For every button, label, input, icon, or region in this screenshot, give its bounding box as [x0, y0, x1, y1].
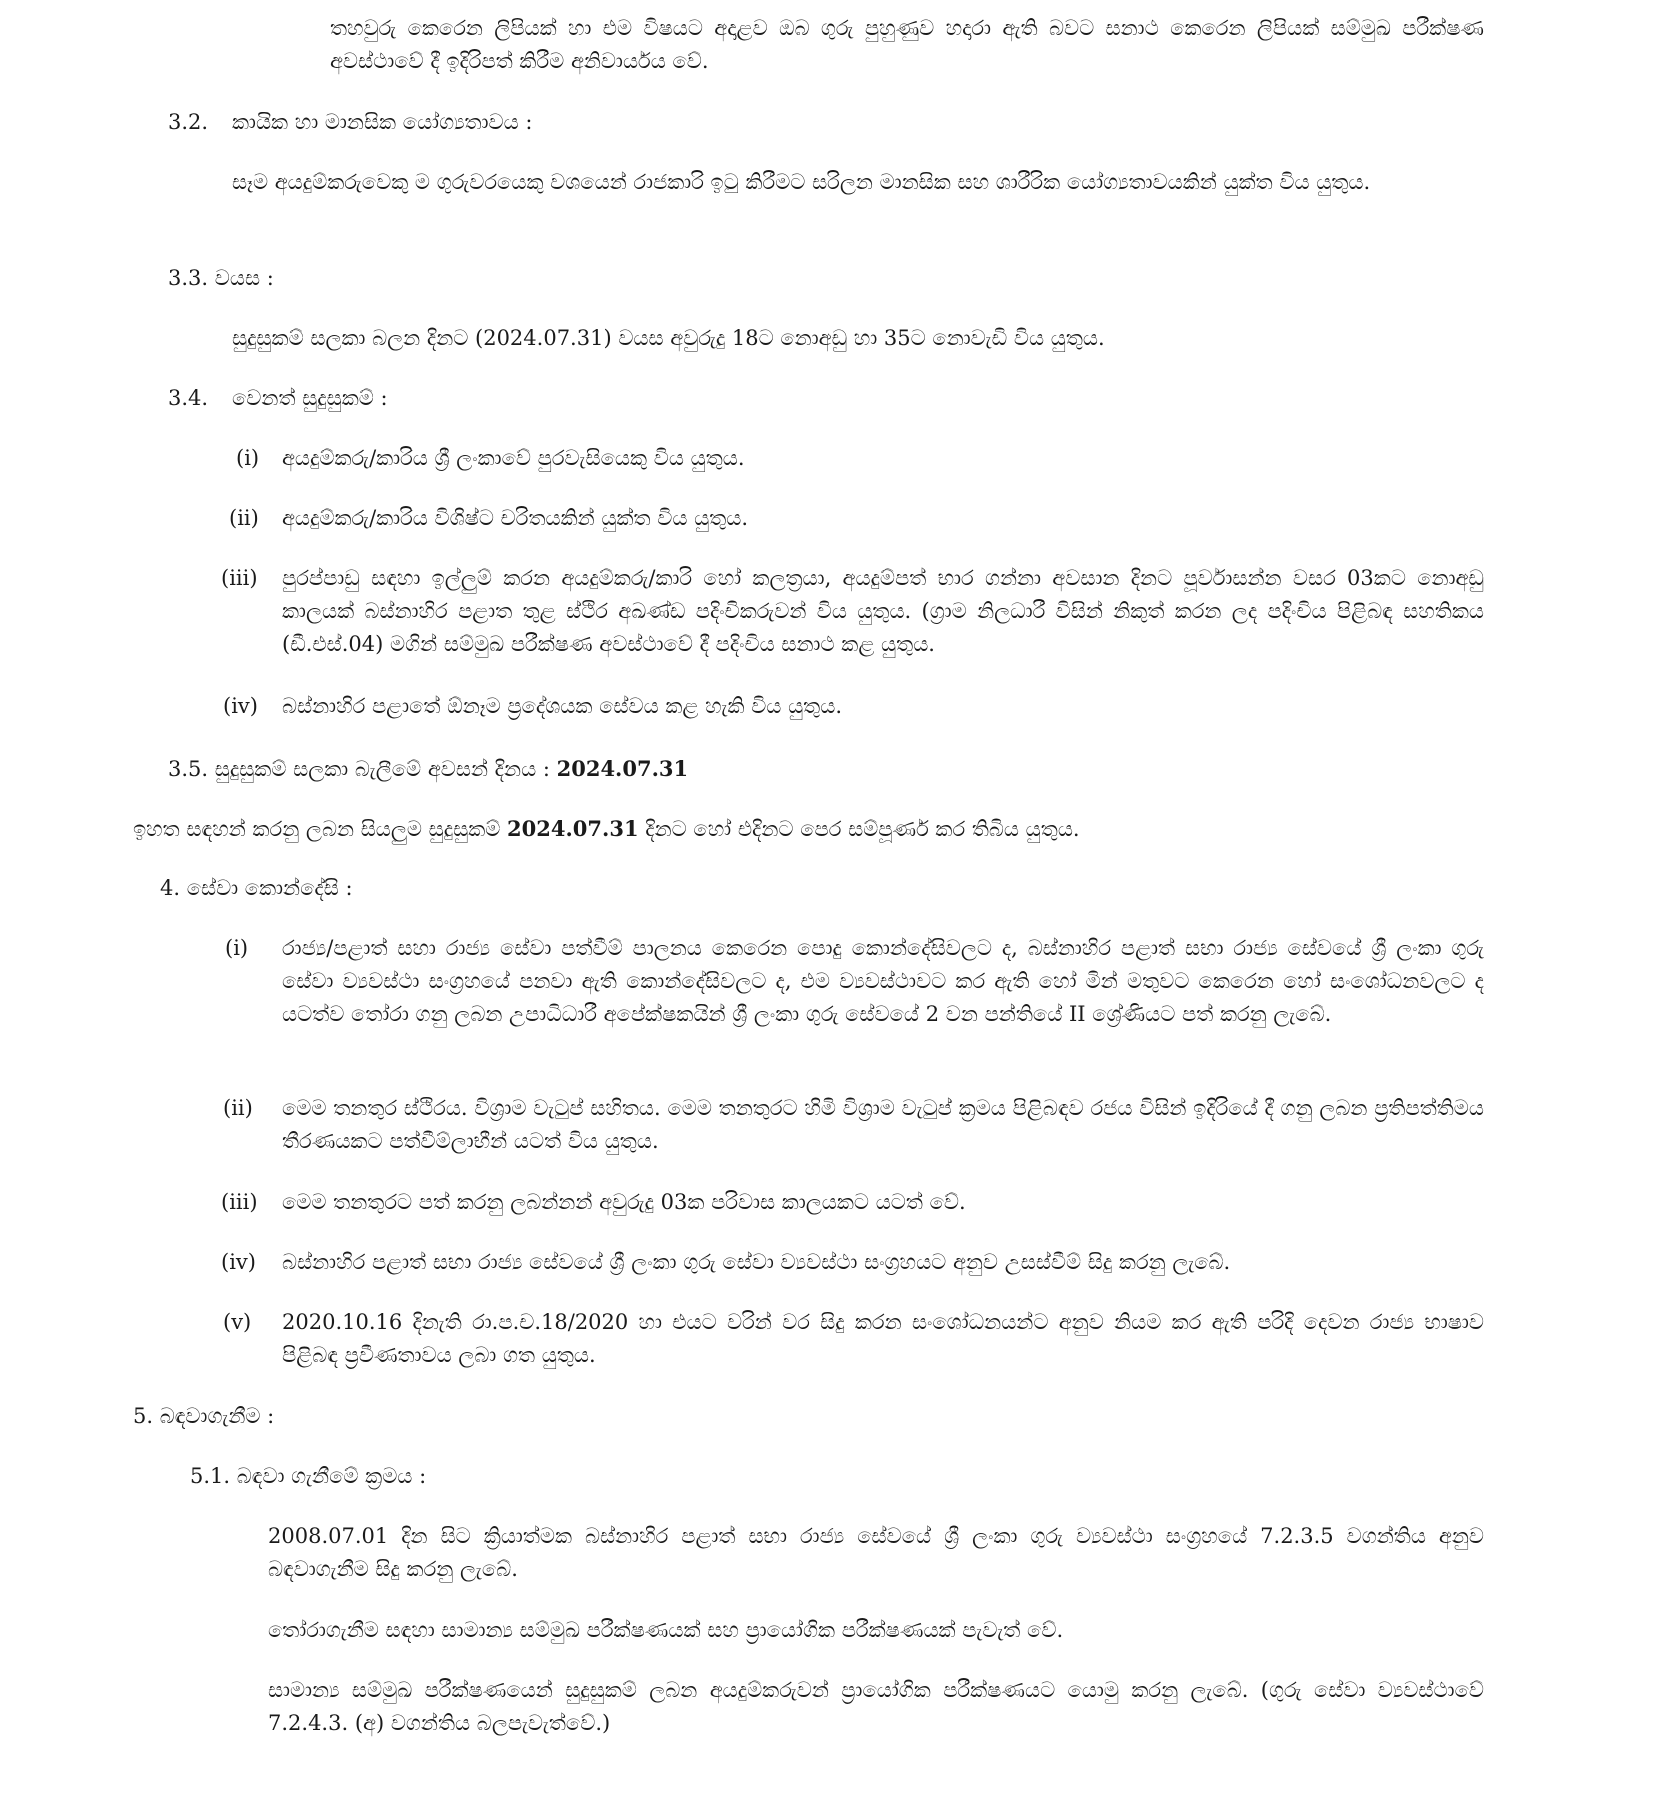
- section-3-4-heading: වෙනත් සුදුසුකම් :: [232, 386, 388, 410]
- section-4-heading: 4. සේවා කොන්දේසි :: [160, 876, 353, 900]
- section-3-5-date: 2024.07.31: [556, 756, 689, 781]
- section-3-2-heading: කායික හා මානසික යෝග්‍යතාවය :: [232, 110, 533, 134]
- qualification-deadline-note: [133, 812, 1080, 846]
- section-5-1-heading: 5.1. බඳවා ගැනීමේ ක්‍රමය :: [190, 1464, 427, 1488]
- section-4-item-number: (iii): [221, 1190, 258, 1214]
- note-text-after: දිනට හෝ එදිනට පෙර සම්පූර්ණ කර තිබිය යුතුය.: [645, 817, 1080, 841]
- section-5-1-paragraph: 2008.07.01 දින සිට ක්‍රියාත්මක බස්නාහිර පළාත් සභා රාජ්‍ය සේවයේ ශ්‍රී ලංකා ගුරු ව්‍යවස්ථා සංග්‍රහයේ 7.2.3.5 වගන්තිය අනුව බඳවාගැනීම සිදු කරනු ලැබේ.: [268, 1524, 1484, 1581]
- section-4-item-text: බස්නාහිර පළාත් සභා රාජ්‍ය සේවයේ ශ්‍රී ලංකා ගුරු සේවා ව්‍යවස්ථා සංග්‍රහයට අනුව උසස්වීම් සිදු කරනු ලැබේ.: [282, 1250, 1231, 1274]
- section-4-item-number: (ii): [223, 1096, 253, 1120]
- section-3-4-item-text: බස්නාහිර පළාතේ ඕනෑම ප්‍රදේශයක සේවය කළ හැකි විය යුතුය.: [282, 694, 843, 718]
- section-3-4-item-text: අයදුම්කරු/කාරිය ශ්‍රී ලංකාවේ පුරවැසියෙකු විය යුතුය.: [282, 446, 745, 470]
- section-3-4-item-number: (iv): [223, 694, 258, 718]
- section-5-1-paragraph: තෝරාගැනීම සඳහා සාමාන්‍ය සම්මුඛ පරීක්ෂණයක් සහ ප්‍රායෝගික පරීක්ෂණයක් පැවැත් වේ.: [268, 1618, 1064, 1642]
- section-4-item-text: රාජ්‍ය/පළාත් සහා රාජ්‍ය සේවා පත්වීම් පාලනය කෙරෙන පොදු කොන්දේසිවලට ද, බස්නාහිර පළාත් සභා රාජ්‍ය සේවයේ ශ්‍රී ලංකා ගුරු සේවා ව්‍යවස්ථා සංග්‍රහයේ පනවා ඇති කොන්දේසිවලට ද, එම ව්‍යවස්ථාවට කර ඇති හෝ මින් මතුවට කෙරෙන හෝ සංශෝධනවලට ද යටත්ව තෝරා ගනු ලබන උපාධිධාරී අපේක්ෂකයින් ශ්‍රී ලංකා ගුරු සේවයේ 2 වන පන්තියේ II ශ්‍රේණියට පත් කරනු ලැබේ.: [282, 936, 1484, 1026]
- section-3-4-item-number: (iii): [221, 566, 258, 590]
- note-text-before: ඉහත සඳහන් කරනු ලබන සියලුම සුදුසුකම්: [133, 817, 501, 841]
- section-3-4-item-number: (i): [236, 446, 260, 470]
- section-3-4-item-text: පුරප්පාඩු සඳහා ඉල්ලුම් කරන අයදුම්කරු/කාරි හෝ කලත්‍රයා, අයදුම්පත් භාර ගන්නා අවසාන දිනට පූර්වාසන්න වසර 03කට නොඅඩු කාලයක් බස්නාහිර පළාත තුළ ස්ථිර අඛණ්ඩ පදිංචිකරුවන් විය යුතුය. (ග්‍රාම නිලධාරී විසින් නිකුත් කරන ලද පදිංචිය පිළිබඳ සහතිකය (ඩී.එස්.04) මගින් සම්මුඛ පරීක්ෂණ අවස්ථාවේ දී පදිංචිය සනාථ කළ යුතුය.: [282, 566, 1484, 656]
- section-4-item-number: (v): [223, 1310, 252, 1334]
- section-3-2-body: සෑම අයදුම්කරුවෙකු ම ගුරුවරයෙකු වශයෙන් රාජකාරි ඉටු කිරීමට සරිලන මානසික සහ ශාරීරික යෝග්‍යතාවයකින් යුක්ත විය යුතුය.: [232, 170, 1371, 194]
- section-4-item-text: 2020.10.16 දිනැති රා.ප.ච.18/2020 හා එයට වරින් වර සිදු කරන සංශෝධනයන්ට අනුව නියම කර ඇති පරිදි දෙවන රාජ්‍ය භාෂාව පිළිබඳ ප්‍රවීණතාවය ලබා ගත යුතුය.: [282, 1310, 1484, 1367]
- section-3-5-label: 3.5. සුදුසුකම් සලකා බැලීමේ අවසන් දිනය :: [168, 757, 550, 781]
- section-4-item-number: (iv): [221, 1250, 256, 1274]
- section-3-3-body: සුදුසුකම් සලකා බලන දිනට (2024.07.31) වයස අවුරුදු 18ට නොඅඩු හා 35ට නොවැඩි විය යුතුය.: [232, 326, 1105, 350]
- section-3-4-number: 3.4.: [168, 386, 209, 410]
- section-4-item-number: (i): [225, 936, 249, 960]
- section-3-2-number: 3.2.: [168, 110, 209, 134]
- section-4-item-text: මෙම තනතුරට පත් කරනු ලබන්නන් අවුරුදු 03ක පරිවාස කාලයකට යටත් වේ.: [282, 1190, 966, 1214]
- section-5-1-paragraph: සාමාන්‍ය සම්මුඛ පරීක්ෂණයෙන් සුදුසුකම් ලබන අයදුම්කරුවන් ප්‍රායෝගික පරීක්ෂණයට යොමු කරනු ලැබේ. (ගුරු සේවා ව්‍යවස්ථාවේ 7.2.4.3. (අ) වගන්තිය බලපැවැත්වේ.): [268, 1678, 1484, 1735]
- section-3-4-item-text: අයදුම්කරු/කාරිය විශිෂ්ට චරිතයකින් යුක්ත විය යුතුය.: [282, 506, 749, 530]
- intro-continuation-paragraph: තහවුරු කෙරෙන ලිපියක් හා එම විෂයට අදාළව ඔබ ගුරු පුහුණුව හදාරා ඇති බවට සනාථ කෙරෙන ලිපියක් සම්මුඛ පරීක්ෂණ අවස්ථාවේ දී ඉදිරිපත් කිරීම අනිවාර්යය වේ.: [330, 16, 1484, 73]
- note-date: 2024.07.31: [507, 816, 639, 841]
- section-4-item-text: මෙම තනතුර ස්ථිරය. විශ්‍රාම වැටුප් සහිතය. මෙම තනතුරට හිමි විශ්‍රාම වැටුප් ක්‍රමය පිළිබඳව රජය විසින් ඉදිරියේ දී ගනු ලබන ප්‍රතිපත්තිමය තීරණයකට පත්වීම්ලාභීන් යටත් විය යුතුය.: [282, 1096, 1484, 1153]
- section-3-3-heading: 3.3. වයස :: [168, 266, 274, 290]
- section-3-5-heading: [168, 752, 688, 786]
- section-5-heading: 5. බඳවාගැනීම :: [133, 1404, 275, 1428]
- section-3-4-item-number: (ii): [229, 506, 259, 530]
